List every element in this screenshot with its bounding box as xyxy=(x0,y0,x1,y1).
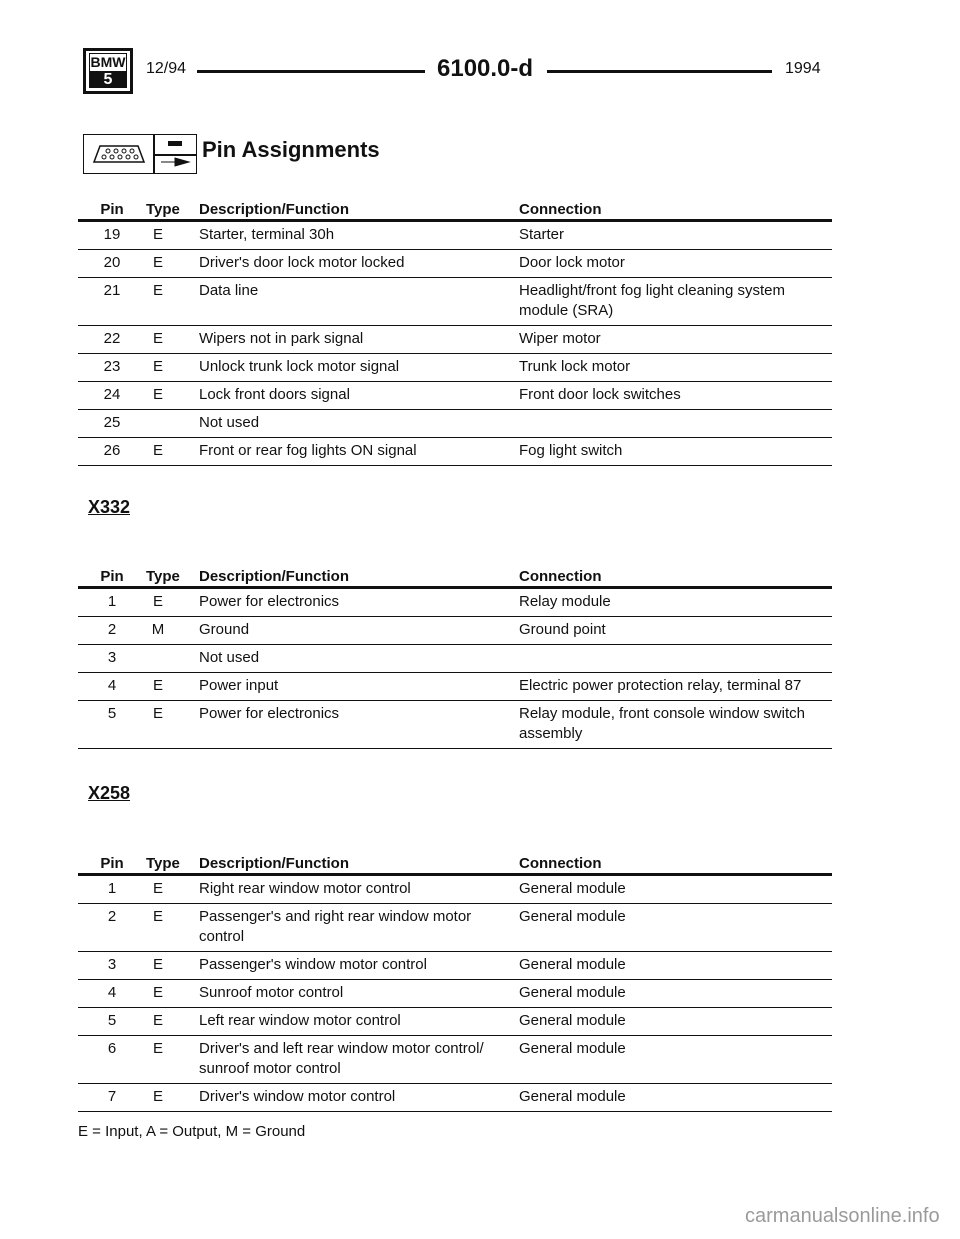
table-row xyxy=(78,410,832,438)
plug-icon xyxy=(86,136,152,173)
header-year: 1994 xyxy=(785,60,821,77)
connector-label-x258: X258 xyxy=(88,783,131,803)
cell-type: M xyxy=(151,621,165,638)
cell-pin: 6 xyxy=(107,1040,117,1057)
cell-conn: General module xyxy=(519,956,626,973)
cell-desc: Starter, terminal 30h xyxy=(199,226,335,243)
cell-conn: Relay module, front console window switch assembly xyxy=(519,705,805,742)
cell-conn: General module xyxy=(519,880,626,897)
table-row xyxy=(78,250,832,278)
table-row xyxy=(78,904,832,952)
legend-footnote: E = Input, A = Output, M = Ground xyxy=(78,1123,306,1140)
logo-series: 5 xyxy=(89,71,127,88)
table-row xyxy=(78,617,832,645)
cell-type: E xyxy=(152,226,163,243)
header-type: Type xyxy=(146,568,180,585)
header-pin: Pin xyxy=(100,855,124,872)
cell-desc: Front or rear fog lights ON signal xyxy=(199,442,417,459)
cell-pin: 19 xyxy=(103,226,121,243)
table-header xyxy=(78,852,832,876)
cell-type: E xyxy=(152,282,163,299)
pin-table xyxy=(78,852,832,1112)
cell-type: E xyxy=(152,358,163,375)
cell-pin: 4 xyxy=(107,984,117,1001)
cell-desc: Unlock trunk lock motor signal xyxy=(199,358,400,375)
cell-desc: Power for electronics xyxy=(199,593,340,610)
cell-desc: Data line xyxy=(199,282,259,299)
table-row xyxy=(78,952,832,980)
cell-pin: 7 xyxy=(107,1088,117,1105)
table-row xyxy=(78,876,832,904)
header-date: 12/94 xyxy=(146,60,187,77)
cell-pin: 3 xyxy=(107,956,117,973)
bmw-5-series-logo xyxy=(83,48,133,94)
cell-desc: Left rear window motor control xyxy=(199,1012,401,1029)
cell-desc: Sunroof motor control xyxy=(199,984,344,1001)
cell-pin: 2 xyxy=(107,621,117,638)
cell-pin: 1 xyxy=(107,593,117,610)
cell-conn: Door lock motor xyxy=(519,254,625,271)
cell-type: E xyxy=(152,386,163,403)
cell-desc: Driver's door lock motor locked xyxy=(199,254,405,271)
connector-label-x332: X332 xyxy=(88,497,131,517)
cell-conn: Relay module xyxy=(519,593,611,610)
header-desc: Description/Function xyxy=(199,855,349,872)
cell-type: E xyxy=(152,956,163,973)
cell-conn: General module xyxy=(519,1012,626,1029)
table-row xyxy=(78,222,832,250)
cell-desc: Right rear window motor control xyxy=(199,880,411,897)
cell-type: E xyxy=(152,254,163,271)
cell-conn: Headlight/front fog light cleaning system module (SRA) xyxy=(519,282,785,319)
cell-conn: Electric power protection relay, terminal 87 xyxy=(519,677,802,694)
table-row xyxy=(78,1008,832,1036)
pin-table xyxy=(78,565,832,749)
header-rule-right xyxy=(547,70,772,73)
table-row xyxy=(78,1036,832,1084)
cell-desc: Not used xyxy=(199,414,260,431)
table-row xyxy=(78,980,832,1008)
cell-pin: 26 xyxy=(103,442,121,459)
header-pin: Pin xyxy=(100,568,124,585)
cell-type: E xyxy=(152,1040,163,1057)
table-row xyxy=(78,645,832,673)
cell-type: E xyxy=(152,1088,163,1105)
cell-type: E xyxy=(152,442,163,459)
cell-pin: 22 xyxy=(103,330,121,347)
cell-type: E xyxy=(152,330,163,347)
document-code: 6100.0-d xyxy=(437,55,534,82)
pin-table xyxy=(78,198,832,466)
table-row xyxy=(78,589,832,617)
cell-conn: Trunk lock motor xyxy=(519,358,631,375)
cell-desc: Ground xyxy=(199,621,250,638)
table-row xyxy=(78,278,832,326)
cell-conn: Wiper motor xyxy=(519,330,601,347)
header-type: Type xyxy=(146,855,180,872)
cell-pin: 24 xyxy=(103,386,121,403)
cell-type: E xyxy=(152,1012,163,1029)
cell-conn: Front door lock switches xyxy=(519,386,681,403)
table-row xyxy=(78,701,832,749)
header-pin: Pin xyxy=(100,201,124,218)
pin-symbol-icon xyxy=(155,135,197,173)
table-row xyxy=(78,326,832,354)
table-row xyxy=(78,354,832,382)
cell-desc: Passenger's and right rear window motor control xyxy=(199,908,472,945)
logo-brand: BMW xyxy=(90,54,126,70)
cell-pin: 2 xyxy=(107,908,117,925)
watermark: carmanualsonline.info xyxy=(745,1205,940,1227)
table-header xyxy=(78,198,832,222)
cell-conn: Ground point xyxy=(519,621,606,638)
cell-pin: 5 xyxy=(107,1012,117,1029)
cell-conn: Fog light switch xyxy=(519,442,623,459)
cell-conn: Starter xyxy=(519,226,565,243)
cell-conn: General module xyxy=(519,1040,626,1057)
cell-pin: 21 xyxy=(103,282,121,299)
header-desc: Description/Function xyxy=(199,568,349,585)
cell-pin: 5 xyxy=(107,705,117,722)
cell-desc: Driver's window motor control xyxy=(199,1088,396,1105)
cell-desc: Wipers not in park signal xyxy=(199,330,364,347)
header-conn: Connection xyxy=(519,201,602,218)
cell-desc: Passenger's window motor control xyxy=(199,956,427,973)
cell-pin: 20 xyxy=(103,254,121,271)
cell-pin: 23 xyxy=(103,358,121,375)
cell-pin: 25 xyxy=(103,414,121,431)
connector-icon xyxy=(83,134,197,174)
cell-desc: Driver's and left rear window motor control/ sunroof motor control xyxy=(199,1040,484,1077)
cell-desc: Lock front doors signal xyxy=(199,386,350,403)
cell-type: E xyxy=(152,677,163,694)
cell-conn: General module xyxy=(519,984,626,1001)
table-row xyxy=(78,438,832,466)
header-type: Type xyxy=(146,201,180,218)
page-title: Pin Assignments xyxy=(202,137,380,162)
table-row xyxy=(78,673,832,701)
cell-desc: Power for electronics xyxy=(199,705,340,722)
cell-desc: Power input xyxy=(199,677,279,694)
cell-conn: General module xyxy=(519,908,626,925)
cell-type: E xyxy=(152,880,163,897)
cell-type: E xyxy=(152,593,163,610)
cell-pin: 4 xyxy=(107,677,117,694)
header-desc: Description/Function xyxy=(199,201,349,218)
cell-type: E xyxy=(152,705,163,722)
table-header xyxy=(78,565,832,589)
table-row xyxy=(78,382,832,410)
cell-pin: 1 xyxy=(107,880,117,897)
cell-type: E xyxy=(152,908,163,925)
table-row xyxy=(78,1084,832,1112)
cell-conn: General module xyxy=(519,1088,626,1105)
cell-desc: Not used xyxy=(199,649,260,666)
header-conn: Connection xyxy=(519,855,602,872)
header-conn: Connection xyxy=(519,568,602,585)
cell-type: E xyxy=(152,984,163,1001)
cell-pin: 3 xyxy=(107,649,117,666)
header-rule-left xyxy=(197,70,425,73)
